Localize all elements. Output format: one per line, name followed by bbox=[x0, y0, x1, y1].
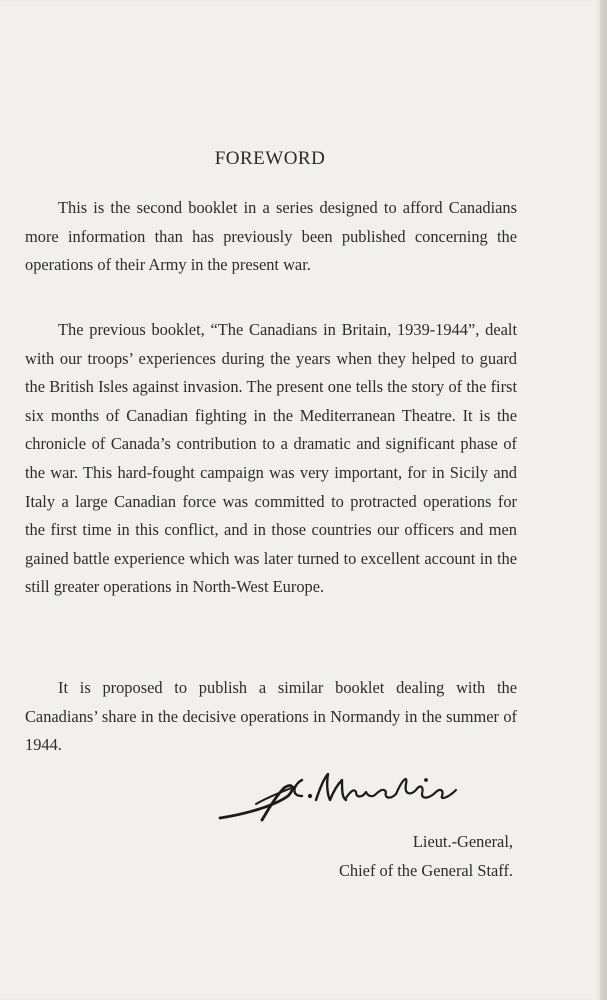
signatory-position: Chief of the General Staff. bbox=[338, 860, 513, 880]
signatory-rank: Lieut.-General, bbox=[412, 832, 513, 851]
paragraph-previous-booklet bbox=[25, 316, 517, 602]
paragraph-text: This is the second booklet in a series designed to afford Canadians more information than has previously been published concerning the operations of their Army in the present war. bbox=[25, 198, 517, 275]
foreword-heading: FOREWORD bbox=[214, 148, 326, 169]
page-edge bbox=[600, 0, 607, 1000]
paragraph-text: The previous booklet, “The Canadians in Britain, 1939-1944”, dealt with our troops’ experiences during the years when they helped to guard the British Isles against invasion. The present one tells the story of the first six months of Canadian fighting in the Mediterranean Theatre. It is the chronicle of Canada’s contribution to a dramatic and significant phase of the war. This hard-fought campaign was very important, for in Sicily and Italy a large Canadian force was committed to protracted operations for the first time in this conflict, and in those countries our officers and men gained battle experience which was later turned to excellent account in the still greater operations in North-West Europe. bbox=[25, 320, 517, 597]
paragraph-intro bbox=[25, 194, 517, 280]
paragraph-future-booklet bbox=[25, 674, 517, 760]
handwritten-signature bbox=[216, 770, 466, 828]
signatory-title bbox=[339, 828, 513, 885]
paragraph-text: It is proposed to publish a similar booklet dealing with the Canadians’ share in the decisive operations in Normandy in the summer of 1944. bbox=[25, 678, 517, 755]
